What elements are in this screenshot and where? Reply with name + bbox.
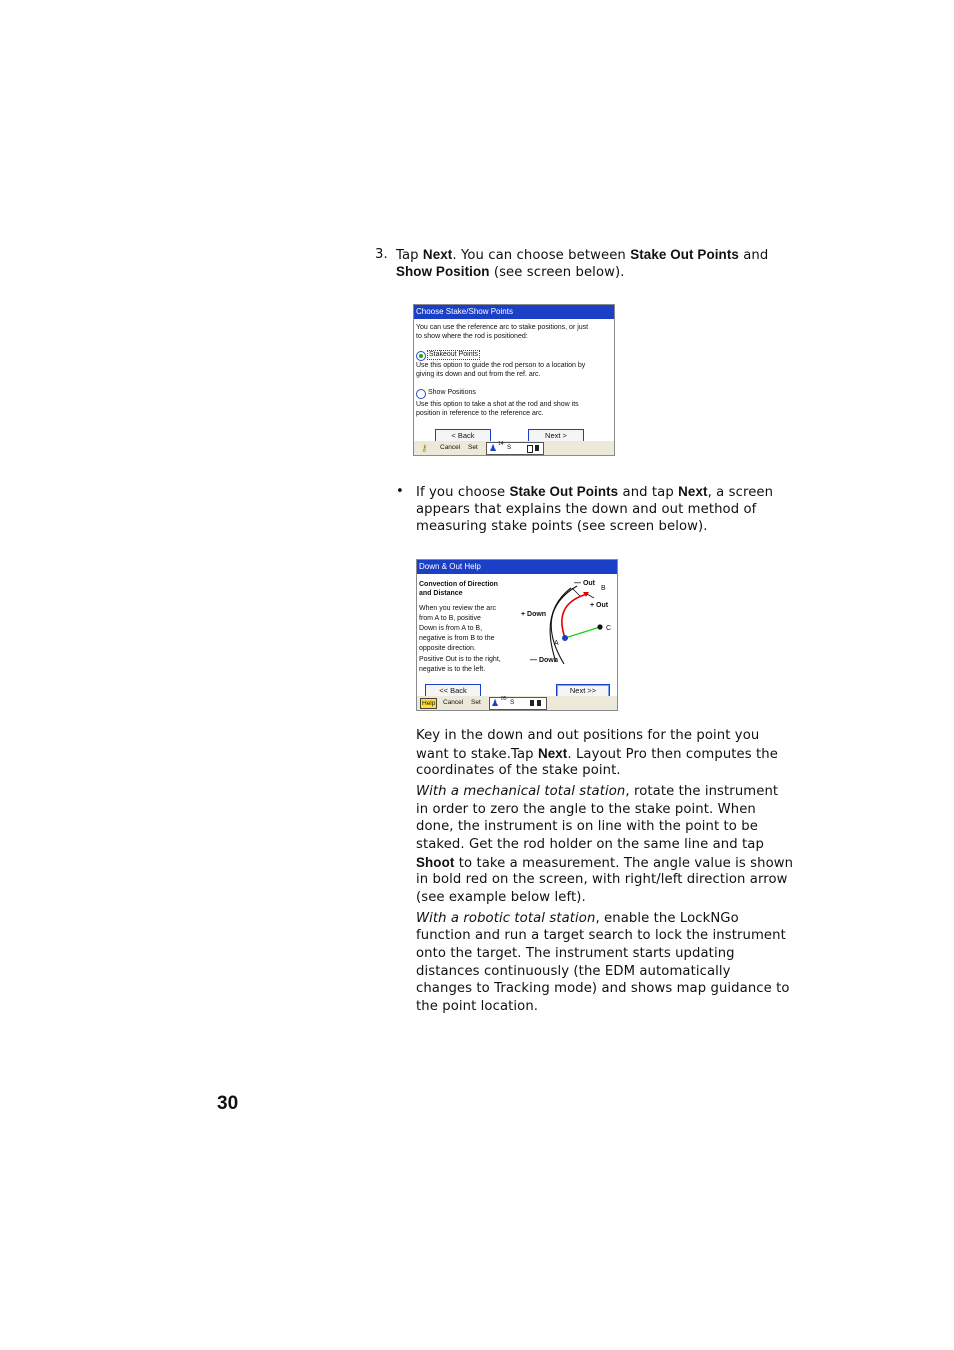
para3-line5: changes to Tracking mode) and shows map guidance to xyxy=(416,981,790,996)
next-button[interactable]: Next >> xyxy=(556,684,610,698)
status-s: S xyxy=(507,444,512,451)
help-body-6: negative is to the left. xyxy=(419,666,486,673)
down-out-help-screenshot xyxy=(416,559,618,711)
back-button[interactable]: < Back xyxy=(435,429,491,443)
screen-title-bar: Down & Out Help xyxy=(417,560,617,574)
help-body-0: When you review the arc xyxy=(419,605,497,612)
minus-out-arrow xyxy=(572,588,580,596)
label-minus-out: — Out xyxy=(574,580,595,587)
help-body-1: from A to B, positive xyxy=(419,615,481,622)
intro-line1: You can use the reference arc to stake positions, or just xyxy=(416,324,589,331)
step3-line2: Show Position (see screen below). xyxy=(396,264,625,280)
person-icon: ♟ xyxy=(491,698,500,708)
next-button[interactable]: Next > xyxy=(528,429,584,443)
para3-line2: function and run a target search to lock the instrument xyxy=(416,928,786,943)
help-body-2: Down is from A to B, xyxy=(419,625,483,632)
set-button[interactable]: Set xyxy=(468,444,478,451)
para2-line1: With a mechanical total station, rotate the instrument xyxy=(416,784,779,799)
green-line xyxy=(565,627,600,638)
para1-line3: coordinates of the stake point. xyxy=(416,763,621,778)
set-button[interactable]: Set xyxy=(471,699,481,706)
status-number: 14 xyxy=(498,441,504,447)
arc-red xyxy=(562,594,587,638)
key-icon: ⚷ xyxy=(421,443,428,453)
para2-line2: in order to zero the angle to the stake point. When xyxy=(416,802,756,817)
battery-icon xyxy=(527,445,533,453)
para2-line7: (see example below left). xyxy=(416,890,586,905)
signal-icon xyxy=(537,700,541,706)
show-positions-radio[interactable] xyxy=(416,389,426,399)
para3-line3: onto the target. The instrument starts updating xyxy=(416,946,735,961)
help-button[interactable]: Help xyxy=(422,700,436,707)
person-icon: ♟ xyxy=(489,443,498,453)
back-button[interactable]: << Back xyxy=(425,684,481,698)
para1-line2: want to stake.Tap Next. Layout Pro then computes the xyxy=(416,746,778,762)
choose-stake-screenshot xyxy=(413,304,615,456)
status-number: 05 xyxy=(501,696,507,702)
para2-line4: staked. Get the rod holder on the same line and tap xyxy=(416,837,764,852)
screen-title-bar: Choose Stake/Show Points xyxy=(414,305,614,319)
point-a xyxy=(562,635,568,641)
label-b: B xyxy=(601,585,606,592)
help-body-5: Positive Out is to the right, xyxy=(419,656,501,663)
step-number: 3. xyxy=(375,247,388,262)
cancel-button[interactable]: Cancel xyxy=(440,444,461,451)
label-a: A xyxy=(554,640,559,647)
stakeout-desc1: Use this option to guide the rod person to a location by xyxy=(416,362,586,369)
bullet-line1: If you choose Stake Out Points and tap Next, a screen xyxy=(416,484,774,500)
bullet-line2: appears that explains the down and out method of xyxy=(416,502,757,517)
bullet-mark: • xyxy=(396,484,404,499)
help-body-3: negative is from B to the xyxy=(419,635,495,642)
bullet-line3: measuring stake points (see screen below). xyxy=(416,519,708,534)
label-plus-down: + Down xyxy=(521,611,547,618)
plus-out-arrow xyxy=(587,594,594,598)
status-s: S xyxy=(510,699,515,706)
para2-line6: in bold red on the screen, with right/left direction arrow xyxy=(416,872,788,887)
step3-line1: Tap Next. You can choose between Stake Out Points and xyxy=(396,247,769,263)
para1-line1: Key in the down and out positions for the point you xyxy=(416,728,760,743)
status-bar xyxy=(417,696,617,710)
para3-line4: distances continuously (the EDM automatically xyxy=(416,964,731,979)
para2-line3: done, the instrument is on line with the point to be xyxy=(416,819,758,834)
label-plus-out: + Out xyxy=(590,602,609,609)
para3-line1: With a robotic total station, enable the LockNGo xyxy=(416,911,739,926)
help-body-4: opposite direction. xyxy=(419,645,476,652)
stakeout-desc2: giving its down and out from the ref. arc. xyxy=(416,371,541,378)
intro-line2: to show where the rod is positioned: xyxy=(416,333,528,340)
show-desc2: position in reference to the reference arc. xyxy=(416,410,544,417)
battery-icon xyxy=(530,700,534,706)
stakeout-points-label[interactable]: Stakeout Points xyxy=(429,351,479,358)
label-minus-down: — Down xyxy=(530,657,558,664)
show-positions-label[interactable]: Show Positions xyxy=(428,389,476,396)
page-number: 30 xyxy=(217,1093,239,1114)
label-c: C xyxy=(606,625,612,632)
help-heading1: Convection of Direction xyxy=(419,581,498,588)
cancel-button[interactable]: Cancel xyxy=(443,699,464,706)
status-bar xyxy=(414,441,614,455)
signal-icon xyxy=(535,445,539,451)
show-desc1: Use this option to take a shot at the rod and show its xyxy=(416,401,579,408)
point-c xyxy=(597,624,602,629)
para3-line6: the point location. xyxy=(416,999,539,1014)
para2-line5: Shoot to take a measurement. The angle value is shown xyxy=(416,855,794,871)
help-heading2: and Distance xyxy=(419,590,463,597)
arc-outer xyxy=(551,586,577,664)
stakeout-points-radio[interactable] xyxy=(416,351,426,361)
